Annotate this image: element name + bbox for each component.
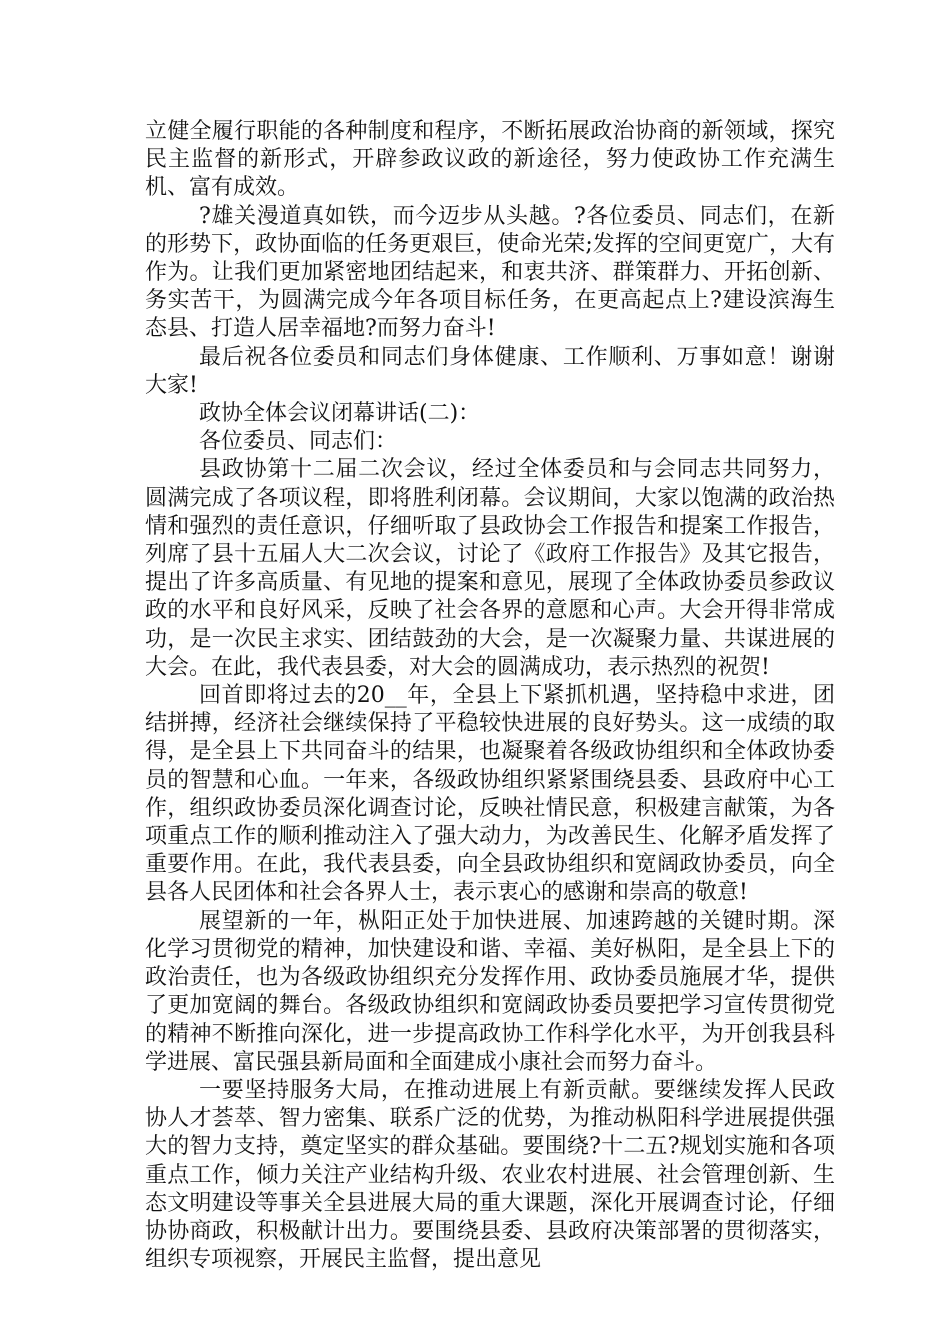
paragraph: 一要坚持服务大局，在推动进展上有新贡献。要继续发挥人民政协人才荟萃、智力密集、联系广泛的优势，为推动枞阳科学进展提供强大的智力支持，奠定坚实的群众基础。要围绕?十二五?规划实施和各项重点工作，倾力关注产业结构升级、农业农村进展、社会管理创新、生态文明建设等事关全县进展大局的重大课题，深化开展调查讨论，仔细协协商政，积极献计出力。要围绕县委、县政府决策部署的贯彻落实，组织专项视察，开展民主监督，提出意见	[145, 1077, 835, 1273]
paragraph: ?雄关漫道真如铁，而今迈步从头越。?各位委员、同志们，在新的形势下，政协面临的任务更艰巨，使命光荣;发挥的空间更宽广，大有作为。让我们更加紧密地团结起来，和衷共济、群策群力、开拓创新、务实苦干，为圆满完成今年各项目标任务，在更高起点上?建设滨海生态县、打造人居幸福地?而努力奋斗!	[145, 203, 835, 342]
document-body	[145, 118, 835, 1274]
section-title: 政协全体会议闭幕讲话(二)：	[199, 401, 481, 427]
paragraph: 展望新的一年，枞阳正处于加快进展、加速跨越的关键时期。深化学习贯彻党的精神，加快建设和谐、幸福、美好枞阳，是全县上下的政治责任，也为各级政协组织充分发挥作用、政协委员施展才华，提供了更加宽阔的舞台。各级政协组织和宽阔政协委员要把学习宣传贯彻党的精神不断推向深化，进一步提高政协工作科学化水平，为开创我县科学进展、富民强县新局面和全面建成小康社会而努力奋斗。	[145, 908, 835, 1075]
salutation: 各位委员、同志们：	[199, 429, 398, 455]
paragraph: 县政协第十二届二次会议，经过全体委员和与会同志共同努力，圆满完成了各项议程，即将胜利闭幕。会议期间，大家以饱满的政治热情和强烈的责任意识，仔细听取了县政协会工作报告和提案工作报告，列席了县十五届人大二次会议，讨论了《政府工作报告》及其它报告，提出了许多高质量、有见地的提案和意见，展现了全体政协委员参政议政的水平和良好风采，反映了社会各界的意愿和心声。大会开得非常成功，是一次民主求实、团结鼓劲的大会，是一次凝聚力量、共谋进展的大会。在此，我代表县委，对大会的圆满成功，表示热烈的祝贺!	[145, 457, 835, 680]
paragraph: 回首即将过去的20__年，全县上下紧抓机遇，坚持稳中求进，团结拼搏，经济社会继续保持了平稳较快进展的良好势头。这一成绩的取得，是全县上下共同奋斗的结果，也凝聚着各级政协组织和全体政协委员的智慧和心血。一年来，各级政协组织紧紧围绕县委、县政府中心工作，组织政协委员深化调查讨论，反映社情民意，积极建言献策，为各项重点工作的顺利推动注入了强大动力，为改善民生、化解矛盾发挥了重要作用。在此，我代表县委，向全县政协组织和宽阔政协委员，向全县各人民团体和社会各界人士，表示衷心的感谢和崇高的敬意!	[145, 683, 835, 906]
paragraph: 立健全履行职能的各种制度和程序，不断拓展政治协商的新领域，探究民主监督的新形式，开辟参政议政的新途径，努力使政协工作充满生机、富有成效。	[145, 119, 835, 201]
paragraph: 最后祝各位委员和同志们身体健康、工作顺利、万事如意！谢谢大家!	[145, 344, 835, 398]
